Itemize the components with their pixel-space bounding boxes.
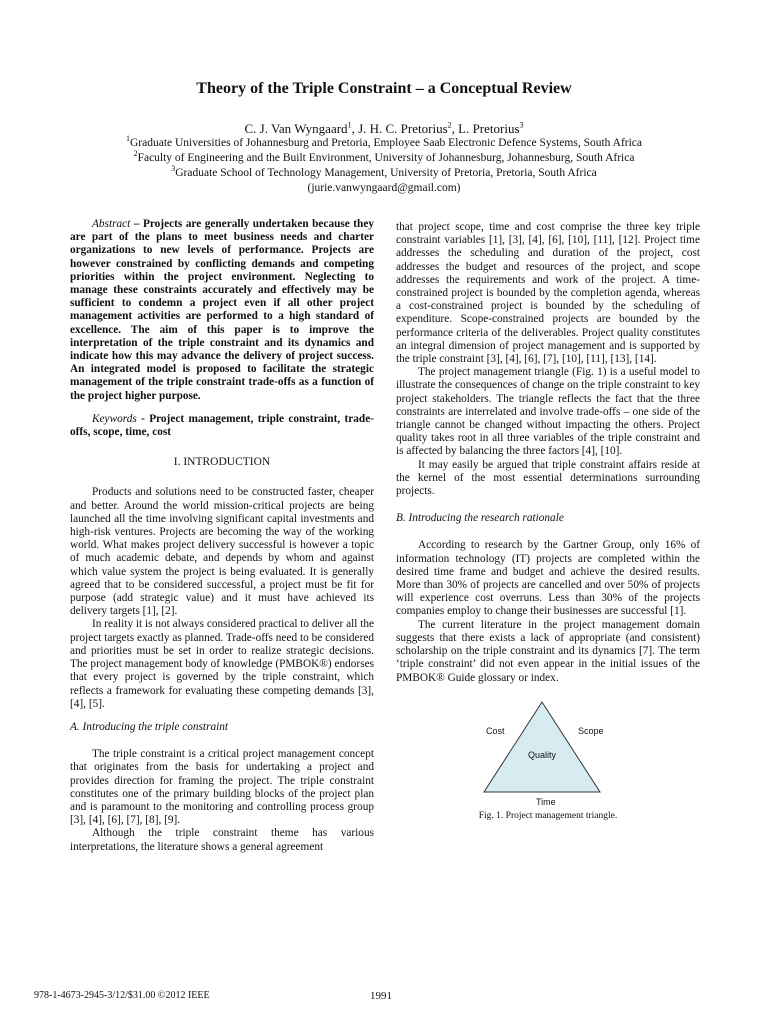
author-name: C. J. Van Wyngaard [244, 121, 348, 136]
affiliation-2 [0, 151, 768, 166]
affiliation-3 [0, 166, 768, 181]
subsection-heading-a: A. Introducing the triple constraint [70, 720, 229, 733]
cost-label: Cost [486, 725, 505, 736]
paragraph: Although the triple constraint theme has various interpretations, the literature shows a general agreement [70, 827, 374, 853]
author-affiliation-marker: 1 [347, 120, 352, 130]
affiliation-text: Faculty of Engineering and the Built Environment, University of Johannesburg, Johannesburg, South Africa [137, 152, 635, 164]
keywords-dash: - [136, 412, 150, 425]
author-list: C. J. Van Wyngaard$^1$, J. H. C. Pretorius$^2$, L. Pretorius$^3$ [244, 120, 524, 136]
affiliation-text: Graduate School of Technology Management, University of Pretoria, Pretoria, South Africa [175, 167, 597, 179]
abstract-label: Abstract [92, 218, 131, 230]
paragraph: According to research by the Gartner Group, only 16% of information technology (IT) projects are completed within the desired time frame and budget and achieve the desired results. More than 30% of projects are cancelled and over 50% of projects will experience cost overruns. Less than 30% of the projects companies employ to change their businesses are successful [1]. [396, 539, 700, 618]
triangle-shape [484, 702, 600, 792]
author-name: J. H. C. Pretorius [358, 121, 448, 136]
time-label: Time [536, 796, 556, 807]
affiliation-marker: 2 [133, 149, 138, 159]
paragraph: Products and solutions need to be constructed faster, cheaper and better. Around the world mission-critical projects are being launched all the time involving significant capital investments and high-risk ventures. Projects are becoming the way of the working world. What makes project delivery successful is however a topic of much academic debate, and depends by whom and against which value system the project is being evaluated. It is generally agreed that to be considered successful, a project must be fit for purpose (add strategic value) and it must have achieved its delivery targets [1], [2]. [70, 486, 374, 618]
keywords-text: Project management, triple constraint, trade-offs, scope, time, cost [70, 412, 374, 439]
author-affiliation-marker: 3 [519, 120, 524, 130]
page-number: 1991 [370, 990, 392, 1002]
paragraph: In reality it is not always considered practical to deliver all the project targets exactly as planned. Trade-offs need to be considered and priorities must be set in order to realize strategic decisions. The project management body of knowledge (PMBOK®) endorses that every project is governed by the triple constraint, which reflects a framework for evaluating these competing demands [3], [4], [5]. [70, 618, 375, 710]
left-column [70, 218, 374, 854]
triangle-diagram [396, 698, 700, 808]
author-affiliation-marker: 2 [447, 120, 452, 130]
keywords-label: Keywords [92, 412, 137, 425]
affiliation-1 [0, 136, 768, 151]
affiliation-marker: 1 [125, 134, 130, 144]
abstract-text: Projects are generally undertaken because they are part of the plans to meet business needs and charter organizations to new levels of performance. Projects are however constrained by conflicting demands and competing priorities within the project environment. Neglecting to manage these constraints accurately and effectively may be sufficient to condemn a project even if all other project management activities are performed to a high standard of excellence. The aim of this paper is to improve the interpretation of the triple constraint and its dynamics and indicate how this may advance the delivery of project success. An integrated model is proposed to facilitate the strategic management of the triple constraint trade-offs as a function of the project higher purpose. [70, 218, 374, 402]
keywords [70, 413, 374, 439]
abstract-dash: – [130, 218, 143, 230]
author-name: L. Pretorius [458, 121, 520, 136]
affiliation-text: Graduate Universities of Johannesburg and Pretoria, Employee Saab Electronic Defence Systems, South Africa [129, 137, 643, 149]
section-heading-introduction: I. INTRODUCTION [173, 456, 271, 469]
paper-title: Theory of the Triple Constraint – a Conceptual Review [196, 80, 572, 97]
subsection-heading-b: B. Introducing the research rationale [396, 512, 564, 525]
figure-caption: Fig. 1. Project management triangle. [478, 810, 618, 821]
paragraph: The project management triangle (Fig. 1) is a useful model to illustrate the consequences of change on the triple constraint to key project stakeholders. The triangle reflects the fact that the three constraints are interrelated and involve trade-offs – one side of the triangle cannot be changed without impacting the others. Project quality takes root in all three variables of the triple constraint and is affected by balancing the three factors [4], [10]. [396, 366, 700, 458]
paragraph: It may easily be argued that triple constraint affairs reside at the kernel of the most essential determinations surrounding projects. [396, 458, 700, 498]
figure-project-triangle [396, 698, 700, 808]
author-email: (jurie.vanwyngaard@gmail.com) [307, 182, 461, 194]
affiliation-marker: 3 [171, 164, 176, 174]
quality-label: Quality [528, 749, 557, 760]
paragraph: The current literature in the project management domain suggests that there exists a lack of appropriate (and consistent) scholarship on the triple constraint and its dynamics [7]. The term ‘triple constraint’ did not even appear in the initial issues of the PMBOK® Guide glossary or index. [396, 618, 700, 684]
abstract [70, 218, 374, 403]
paragraph: that project scope, time and cost comprise the three key triple constraint variables [1], [3], [4], [6], [10], [11], [12]. Project time addresses the scheduling and duration of the project, cost addresses the budget and resources of the project, and scope addresses the requirements and work of the project. A time-constrained project is bounded by the completion agenda, whereas a cost-constrained project is bounded by the scheduling of expenditure. Scope-constrained projects are bounded by the performance criteria of the deliverables. Project quality constitutes an integral dimension of project management and is supported by the triple constraint [3], [4], [6], [7], [10], [11], [13], [14]. [396, 221, 700, 366]
right-column [396, 221, 700, 823]
scope-label: Scope [578, 725, 604, 736]
paragraph: The triple constraint is a critical project management concept that originates from the basis for undertaking a project and provides direction for framing the project. The triple constraint constitutes one of the primary building blocks of the project plan and is paramount to the monitoring and controlling process group [3], [4], [6], [7], [8], [9]. [70, 748, 374, 827]
footer-isbn: 978-1-4673-2945-3/12/$31.00 ©2012 IEEE [34, 990, 210, 1001]
